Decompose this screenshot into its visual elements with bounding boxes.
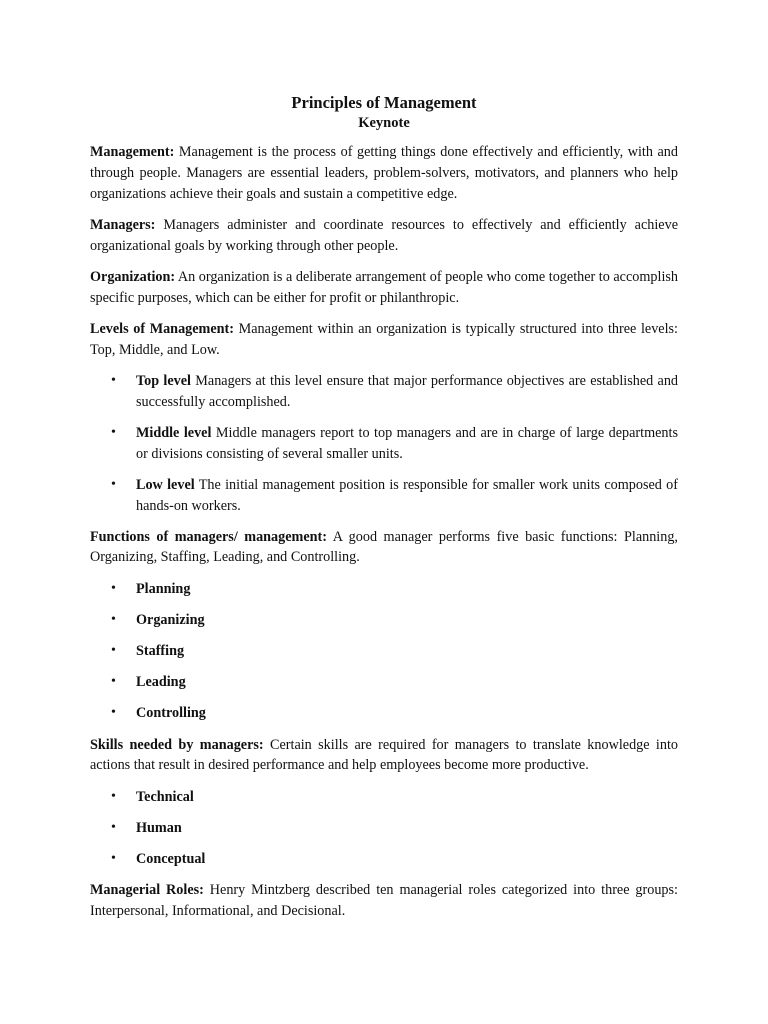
bullet-icon: • [111, 372, 116, 388]
list-item [90, 641, 678, 662]
bullet-icon: • [111, 643, 116, 659]
list-item [90, 579, 678, 600]
bullet-icon: • [111, 424, 116, 440]
document-title: Principles of Management [291, 93, 477, 112]
functions-paragraph [90, 527, 678, 569]
management-text: Management is the process of getting things done effectively and efficiently, with and through people. Managers are essential leaders, problem-solvers, motivators, and planners who help organizations achieve their goals and sustain a competitive edge. [90, 144, 678, 202]
document-subtitle: Keynote [358, 115, 410, 131]
organization-text: An organization is a deliberate arrangement of people who come together to accomplish specific purposes, which can be either for profit or philanthropic. [90, 268, 678, 306]
managers-text: Managers administer and coordinate resources to effectively and efficiently achieve organizational goals by working through other people. [90, 216, 678, 254]
skills-paragraph [90, 735, 678, 777]
roles-text: Henry Mintzberg described ten managerial roles categorized into three groups: Interpersonal, Informational, and Decisional. [90, 882, 678, 919]
organization-paragraph [90, 267, 678, 309]
levels-list [90, 371, 678, 517]
function-label: Leading [136, 674, 186, 691]
bullet-icon: • [111, 580, 116, 596]
functions-term: Functions of managers/ management: [90, 528, 327, 545]
bullet-icon: • [111, 674, 116, 690]
function-label: Staffing [136, 643, 185, 660]
roles-term: Managerial Roles: [90, 882, 204, 899]
skills-list [90, 787, 678, 870]
roles-paragraph [90, 880, 678, 922]
bullet-icon: • [111, 819, 116, 835]
managers-term: Managers: [90, 216, 156, 233]
list-item [90, 610, 678, 631]
skills-term: Skills needed by managers: [90, 736, 264, 753]
level-text: Managers at this level ensure that major performance objectives are established and successfully accomplished. [136, 372, 679, 410]
levels-term: Levels of Management: [90, 320, 235, 337]
list-item [90, 475, 678, 517]
level-term: Top level [136, 372, 191, 389]
level-text: Middle managers report to top managers and are in charge of large departments or divisions consisting of several smaller units. [136, 424, 678, 462]
level-text: The initial management position is responsible for smaller work units composed of hands-on workers. [136, 476, 678, 514]
list-item [90, 787, 678, 808]
bullet-icon: • [111, 788, 116, 804]
function-label: Controlling [136, 705, 206, 722]
list-item [90, 703, 678, 724]
document-page [90, 92, 678, 932]
management-paragraph [90, 142, 678, 204]
function-label: Planning [136, 580, 191, 597]
list-item [90, 423, 678, 465]
list-item [90, 849, 678, 870]
level-term: Low level [136, 476, 195, 493]
skills-text: Certain skills are required for managers to translate knowledge into actions that result in desired performance and help employees become more productive. [90, 736, 678, 774]
list-item [90, 672, 678, 693]
list-item [90, 371, 678, 413]
management-term: Management: [90, 144, 175, 160]
organization-term: Organization: [90, 268, 176, 285]
bullet-icon: • [111, 476, 116, 492]
skill-label: Technical [136, 788, 194, 805]
bullet-icon: • [111, 705, 116, 721]
levels-text: Management within an organization is typically structured into three levels: Top, Middle, and Low. [90, 320, 678, 358]
bullet-icon: • [111, 611, 116, 627]
skill-label: Human [136, 819, 182, 836]
function-label: Organizing [136, 611, 205, 628]
managers-paragraph [90, 215, 678, 257]
levels-paragraph [90, 319, 678, 361]
list-item [90, 818, 678, 839]
level-term: Middle level [136, 424, 212, 441]
bullet-icon: • [111, 850, 116, 866]
skill-label: Conceptual [136, 850, 206, 867]
functions-text: A good manager performs five basic functions: Planning, Organizing, Staffing, Leading, and Controlling. [90, 528, 678, 566]
functions-list [90, 579, 678, 725]
